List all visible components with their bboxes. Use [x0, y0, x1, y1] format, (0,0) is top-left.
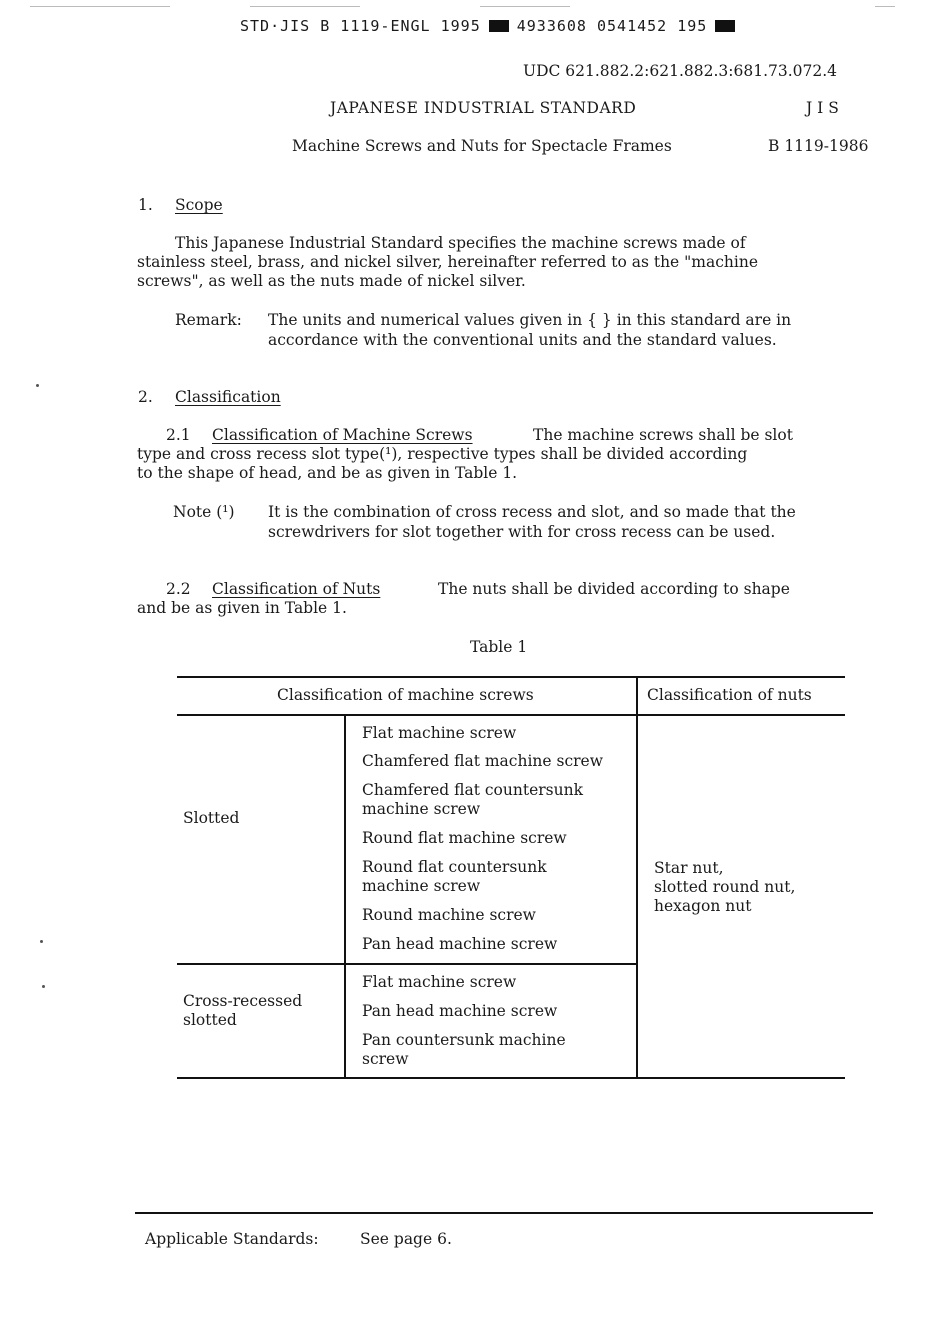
scan-line	[30, 6, 170, 7]
subsection-number: 2.2	[166, 580, 191, 598]
document-title: Machine Screws and Nuts for Spectacle Frames	[292, 137, 672, 155]
jis-mark: J I S	[806, 99, 839, 117]
section-heading: Scope	[175, 196, 223, 214]
table-caption: Table 1	[470, 638, 528, 656]
table-cell: Pan head machine screw	[362, 935, 558, 953]
body-line: The nuts shall be divided according to shape	[438, 580, 790, 598]
subsection-heading: Classification of Nuts	[212, 580, 381, 598]
table-cell: Round machine screw	[362, 906, 536, 924]
scan-line	[250, 6, 360, 7]
table-rule	[177, 963, 636, 965]
body-line: screws", as well as the nuts made of nickel silver.	[137, 272, 526, 290]
document-code-line	[240, 17, 743, 35]
scan-line	[875, 6, 895, 7]
subsection-heading: Classification of Machine Screws	[212, 426, 473, 444]
body-line: stainless steel, brass, and nickel silver, hereinafter referred to as the "machine	[137, 253, 758, 271]
nut-type: hexagon nut	[654, 897, 752, 915]
scan-speck	[40, 940, 43, 943]
table-cell: Pan head machine screw	[362, 1002, 558, 1020]
document-code: STD·JIS B 1119-ENGL 1995	[240, 17, 481, 35]
table-cell: Flat machine screw	[362, 973, 517, 991]
remark-label: Remark:	[175, 311, 242, 329]
section-number: 2.	[138, 388, 153, 406]
table-rule	[177, 676, 845, 678]
table-cell: Chamfered flat countersunk	[362, 781, 583, 799]
group-label: Cross-recessed	[183, 992, 303, 1010]
black-block-icon	[715, 20, 735, 32]
table-cell: screw	[362, 1050, 409, 1068]
body-line: and be as given in Table 1.	[137, 599, 347, 617]
table-rule	[177, 714, 845, 716]
black-block-icon	[489, 20, 509, 32]
subsection-number: 2.1	[166, 426, 191, 444]
table-cell: machine screw	[362, 800, 481, 818]
group-label: slotted	[183, 1011, 237, 1029]
body-line: to the shape of head, and be as given in Table 1.	[137, 464, 518, 482]
group-label: Slotted	[183, 809, 240, 827]
standard-number: B 1119-1986	[768, 137, 869, 155]
document-serial: 4933608 0541452 195	[516, 17, 708, 35]
table-divider	[636, 676, 638, 1079]
table-cell: Flat machine screw	[362, 724, 517, 742]
applicable-standards-ref: See page 6.	[360, 1230, 452, 1248]
classification-table	[177, 676, 845, 1080]
section-heading: Classification	[175, 388, 281, 406]
section-number: 1.	[138, 196, 153, 214]
scan-line	[480, 6, 570, 7]
table-rule	[177, 1077, 845, 1079]
body-line: This Japanese Industrial Standard specifies the machine screws made of	[175, 234, 746, 252]
remark-text: The units and numerical values given in { } in this standard are in accordance with the conventional units and the standard values.	[268, 311, 792, 349]
udc-code: UDC 621.882.2:621.882.3:681.73.072.4	[523, 62, 838, 80]
nut-type: Star nut,	[654, 859, 724, 877]
table-cell: machine screw	[362, 877, 481, 895]
footer-rule	[135, 1212, 873, 1214]
note-label: Note (¹)	[173, 503, 235, 521]
table-cell: Round flat machine screw	[362, 829, 567, 847]
note-text: It is the combination of cross recess and slot, and so made that the screwdrivers for slot together with for cross recess can be used.	[268, 503, 796, 541]
scan-speck	[36, 384, 39, 387]
applicable-standards-label: Applicable Standards:	[145, 1230, 319, 1248]
nut-type: slotted round nut,	[654, 878, 796, 896]
table-divider	[344, 714, 346, 1079]
table-cell: Round flat countersunk	[362, 858, 547, 876]
scan-speck	[42, 985, 45, 988]
standard-type: JAPANESE INDUSTRIAL STANDARD	[330, 99, 637, 117]
table-cell: Chamfered flat machine screw	[362, 752, 603, 770]
table-cell: Pan countersunk machine	[362, 1031, 566, 1049]
body-line: The machine screws shall be slot	[533, 426, 793, 444]
body-line: type and cross recess slot type(¹), respective types shall be divided according	[137, 445, 748, 463]
column-header: Classification of nuts	[647, 686, 812, 704]
column-header: Classification of machine screws	[277, 686, 534, 704]
